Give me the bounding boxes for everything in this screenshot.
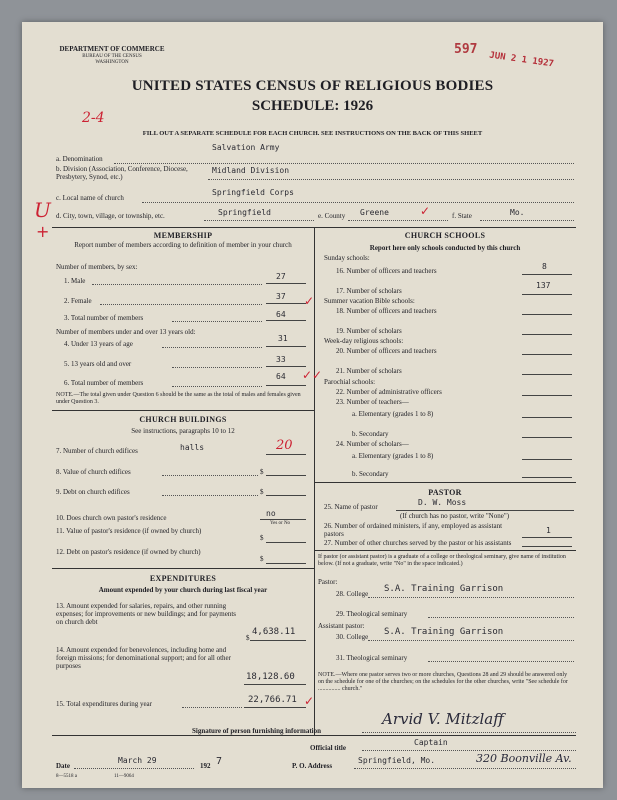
q28-label: 28. College [336,590,369,598]
q21-label: 21. Number of scholars [336,367,402,375]
signature-value: Arvid V. Mitzlaff [382,710,504,728]
q17-line [522,294,572,295]
q28-value: S.A. Training Garrison [384,584,504,594]
q15-leader [182,707,242,708]
census-form-sheet [22,22,603,788]
po-address-handwritten: 320 Boonville Av. [476,752,572,765]
sunday-schools-heading: Sunday schools: [324,254,370,262]
stamp-number: 597 [454,42,478,57]
q14-line [244,684,306,685]
q26-value: 1 [546,526,551,535]
q17-value: 137 [536,281,551,290]
local-name-label: c. Local name of church [56,194,124,202]
edifices-value: halls [180,443,205,452]
residence-value-line [266,542,306,543]
signature-line [362,732,576,733]
membership-note: NOTE.—The total given under Question 6 should be the same as the total of males and females given under Question 3. [56,392,301,405]
edifice-value-line [266,475,306,476]
q16-label: 16. Number of officers and teachers [336,267,437,275]
total-members-line [266,320,306,321]
by-sex-label: Number of members, by sex: [56,263,138,271]
state-line [480,220,574,221]
city-town-label: d. City, town, village, or township, etc. [56,212,165,220]
official-title-value: Captain [414,738,448,747]
buildings-instruction: See instructions, paragraphs 10 to 12 [131,427,235,435]
over-13-value: 33 [276,355,286,364]
weekday-schools-heading: Week-day religious schools: [324,337,404,345]
edifices-line [266,454,306,455]
q31-line [428,661,574,662]
pastor-subheading: Pastor: [318,578,338,586]
date-line [74,768,194,769]
q15-check-mark: ✓ [304,694,315,708]
official-title-line [362,750,576,751]
q26-label: 26. Number of ordained ministers, if any, employed as assistant pastors [324,522,503,538]
q31-label: 31. Theological seminary [336,654,408,662]
under-13-leader [162,347,262,348]
received-date-stamp: JUN 2 1 1927 [488,50,555,70]
female-line [266,303,306,304]
denomination-value: Salvation Army [212,143,280,152]
total-members-label: 3. Total number of members [64,314,144,322]
q13-value: 4,638.11 [252,627,296,637]
grid-center-divider [314,227,315,735]
q25-label: 25. Name of pastor [324,503,378,511]
expenditures-instruction: Amount expended by your church during last fiscal year [98,586,268,594]
print-code: 11—9064 [114,774,134,779]
q24-secondary-label: b. Secondary [352,470,389,478]
po-address-line [354,768,576,769]
pastor-residence-value: no [266,509,276,518]
buildings-bottom-rule [52,568,314,569]
date-label: Date [56,762,70,770]
form-title: UNITED STATES CENSUS OF RELIGIOUS BODIES [131,78,494,94]
bureau-label: BUREAU OF THE CENSUS [82,54,142,59]
total-members-2-label: 6. Total number of members [64,379,144,387]
edifice-debt-dollar: $ [260,488,264,496]
q14-value: 18,128.60 [246,672,295,682]
state-value: Mo. [510,208,525,217]
q18-line [522,314,572,315]
edifice-value-dollar: $ [260,468,264,476]
q28-line [368,597,574,598]
parochial-schools-heading: Parochial schools: [324,378,376,386]
edifice-debt-line [266,495,306,496]
q15-label: 15. Total expenditures during year [56,700,152,708]
under-13-line [266,346,306,347]
q16-line [522,274,572,275]
q16-value: 8 [542,262,547,271]
q20-label: 20. Number of officers and teachers [336,347,437,355]
q22-label: 22. Number of administrative officers [336,388,442,396]
q13-line [250,640,306,641]
q23-elementary-label: a. Elementary (grades 1 to 8) [352,410,434,418]
division-value: Midland Division [212,166,290,175]
schools-heading: CHURCH SCHOOLS [404,231,486,240]
po-address-value: Springfield, Mo. [358,756,436,765]
edifice-value-leader [162,475,258,476]
handwritten-mark-top: 2-4 [82,110,105,126]
membership-heading: MEMBERSHIP [153,231,213,240]
q27-line [522,546,572,547]
signature-label: Signature of person furnishing information [192,727,321,735]
q24-secondary-line [522,477,572,478]
division-line [208,179,574,180]
county-line [348,220,448,221]
q23-secondary-line [522,437,572,438]
q13-label: 13. Amount expended for salaries, repairs, and other running expenses; for improvements or new buildings; and for payments on church debt [56,602,237,626]
q30-value: S.A. Training Garrison [384,627,504,637]
edifice-debt-leader [162,495,258,496]
q18-label: 18. Number of officers and teachers [336,307,437,315]
q22-line [522,395,572,396]
year-prefix: 192 [200,762,211,770]
q25-value: D. W. Moss [418,498,467,507]
pastor-note: NOTE.—Where one pastor serves two or more churches, Questions 28 and 29 should be answered only on the schedule for one of the churches; on the schedules for the other churches, write "See schedule for ............... church." [318,672,568,692]
county-check-mark: ✓ [420,204,431,218]
total-members-leader [172,321,262,322]
city-town-value: Springfield [218,208,271,217]
total-members-2-line [266,385,306,386]
membership-bottom-rule [52,410,314,411]
assistant-pastor-subheading: Assistant pastor: [318,622,365,630]
q26-line [522,537,572,538]
male-value: 27 [276,272,286,281]
total-check-mark: ✓✓ [302,368,323,382]
denomination-label: a. Denomination [56,155,103,163]
pastor-heading: PASTOR [428,488,462,497]
q24-elementary-label: a. Elementary (grades 1 to 8) [352,452,434,460]
residence-debt-dollar: $ [260,555,264,563]
female-label: 2. Female [64,297,92,305]
county-label: e. County [318,212,346,220]
residence-value-dollar: $ [260,534,264,542]
expenditures-heading: EXPENDITURES [149,574,217,583]
division-label: b. Division (Association, Conference, Diocese, Presbytery, Synod, etc.) [56,165,188,181]
q13-dollar: $ [246,634,250,642]
pastor-block-rule [314,550,576,551]
q24-elementary-line [522,459,572,460]
county-value: Greene [360,208,389,217]
over-13-leader [172,367,262,368]
q25-note: (If church has no pastor, write "None") [400,512,510,520]
total-members-value: 64 [276,310,286,319]
po-address-label: P. O. Address [292,762,333,770]
city-town-line [204,220,314,221]
under-13-value: 31 [278,334,288,343]
q19-line [522,334,572,335]
q23-secondary-label: b. Secondary [352,430,389,438]
yes-no-caption: Yes or No [270,521,291,526]
edifice-value-label: 8. Value of church edifices [56,468,131,476]
handwritten-mark-side: U [34,198,51,222]
q20-line [522,354,572,355]
edifice-debt-label: 9. Debt on church edifices [56,488,130,496]
graduate-instruction: If pastor (or assistant pastor) is a graduate of a college or theological seminary, give name of institution below. (If not a graduate, write "No" in the space indicated.) [318,554,566,567]
age-heading: Number of members under and over 13 years old: [56,328,196,336]
q17-label: 17. Number of scholars [336,287,402,295]
q27-label: 27. Number of other churches served by the pastor or his assistants [324,539,512,547]
q15-line [244,707,306,708]
local-name-line [142,202,574,203]
q19-label: 19. Number of scholars [336,327,402,335]
q29-line [428,617,574,618]
grid-bottom-rule [52,735,576,736]
over-13-label: 5. 13 years old and over [64,360,132,368]
local-name-value: Springfield Corps [212,188,294,197]
female-leader [100,304,262,305]
date-value: March 29 [118,756,157,765]
plus-mark: + [36,222,50,241]
pastor-residence-line [260,519,306,520]
q29-label: 29. Theological seminary [336,610,408,618]
q30-label: 30. College [336,633,369,641]
city-label: WASHINGTON [95,60,129,65]
q15-value: 22,766.71 [248,695,297,705]
denomination-line [114,163,574,164]
official-title-label: Official title [310,744,346,752]
q24-label: 24. Number of scholars— [336,440,409,448]
q21-line [522,374,572,375]
state-label: f. State [452,212,472,220]
q30-line [368,640,574,641]
form-number: 8—5518 a [56,774,77,779]
residence-debt-label: 12. Debt on pastor's residence (if owned by church) [56,548,201,556]
male-line [266,283,306,284]
schools-instruction: Report here only schools conducted by this church [369,244,521,252]
residence-value-label: 11. Value of pastor's residence (if owned by church) [56,527,202,535]
q23-elementary-line [522,417,572,418]
vacation-schools-heading: Summer vacation Bible schools: [324,297,415,305]
q14-label: 14. Amount expended for benevolences, including home and foreign missions; for denominational support; and for all other purposes [56,646,231,670]
buildings-heading: CHURCH BUILDINGS [139,415,227,424]
under-13-label: 4. Under 13 years of age [64,340,133,348]
residence-debt-line [266,563,306,564]
pastor-residence-label: 10. Does church own pastor's residence [56,514,167,522]
schools-bottom-rule [314,482,576,483]
male-leader [92,284,262,285]
schedule-title: SCHEDULE: 1926 [251,98,374,114]
dept-label: DEPARTMENT OF COMMERCE [59,45,165,53]
year-suffix: 7 [216,756,223,767]
edifices-handwritten: 20 [276,438,293,453]
female-check-mark: ✓ [304,294,315,308]
total-members-2-value: 64 [276,372,286,381]
over-13-line [266,366,306,367]
total-members-2-leader [172,386,262,387]
male-label: 1. Male [64,277,86,285]
q23-label: 23. Number of teachers— [336,398,409,406]
separate-schedule-instruction: FILL OUT A SEPARATE SCHEDULE FOR EACH CHURCH. SEE INSTRUCTIONS ON THE BACK OF THIS SHEET [142,130,483,137]
female-value: 37 [276,292,286,301]
q25-line [396,510,574,511]
membership-instruction: Report number of members according to definition of member in your church [74,241,292,249]
edifices-label: 7. Number of church edifices [56,447,138,455]
